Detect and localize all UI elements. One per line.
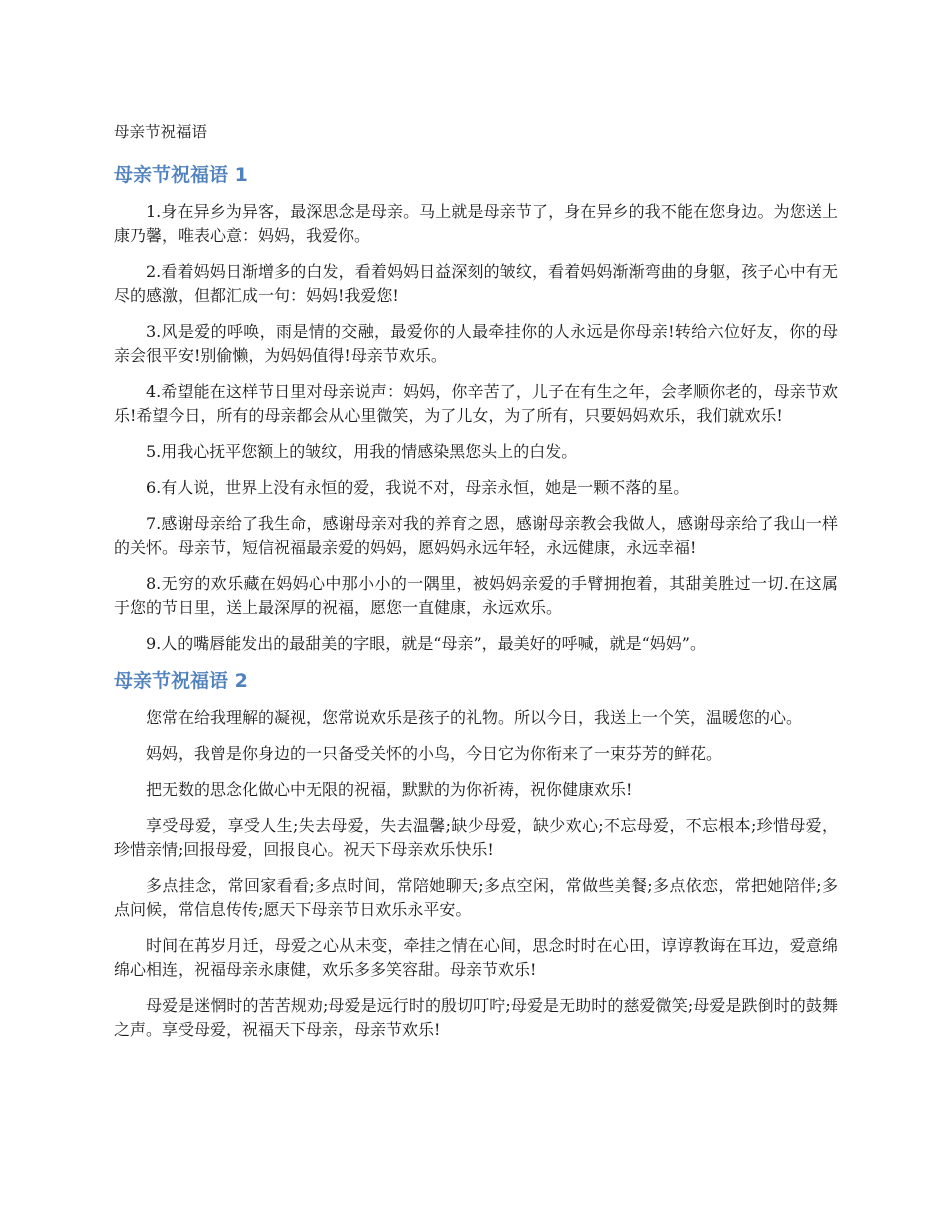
paragraph: 4.希望能在这样节日里对母亲说声：妈妈，你辛苦了，儿子在有生之年，会孝顺你老的，母亲节欢乐!希望今日，所有的母亲都会从心里微笑，为了儿女，为了所有，只要妈妈欢乐，我们就欢乐! <box>114 382 838 425</box>
paragraph: 1.身在异乡为异客，最深思念是母亲。马上就是母亲节了，身在异乡的我不能在您身边。为您送上康乃馨，唯表心意：妈妈，我爱你。 <box>114 202 838 245</box>
paragraph: 您常在给我理解的凝视，您常说欢乐是孩子的礼物。所以今日，我送上一个笑，温暖您的心。 <box>146 708 803 727</box>
paragraph: 享受母爱，享受人生;失去母爱，失去温馨;缺少母爱，缺少欢心;不忘母爱，不忘根本;珍惜母爱，珍惜亲情;回报母爱，回报良心。祝天下母亲欢乐快乐! <box>114 816 838 859</box>
paragraph: 5.用我心抚平您额上的皱纹，用我的情感染黑您头上的白发。 <box>146 442 578 461</box>
document-title: 母亲节祝福语 <box>114 123 208 141</box>
paragraph: 7.感谢母亲给了我生命，感谢母亲对我的养育之恩，感谢母亲教会我做人，感谢母亲给了我山一样的关怀。母亲节，短信祝福最亲爱的妈妈，愿妈妈永远年轻，永远健康，永远幸福! <box>114 514 838 557</box>
paragraph: 8.无穷的欢乐藏在妈妈心中那小小的一隅里，被妈妈亲爱的手臂拥抱着，其甜美胜过一切.在这属于您的节日里，送上最深厚的祝福，愿您一直健康，永远欢乐。 <box>114 574 838 617</box>
paragraph: 母爱是迷惘时的苦苦规劝;母爱是远行时的殷切叮咛;母爱是无助时的慈爱微笑;母爱是跌倒时的鼓舞之声。享受母爱，祝福天下母亲，母亲节欢乐! <box>114 996 838 1039</box>
section-heading: 母亲节祝福语 2 <box>114 670 248 692</box>
section-2 <box>114 668 838 1042</box>
paragraph: 多点挂念，常回家看看;多点时间，常陪她聊天;多点空闲，常做些美餐;多点依恋，常把她陪伴;多点问候，常信息传传;愿天下母亲节日欢乐永平安。 <box>114 876 838 919</box>
paragraph: 妈妈，我曾是你身边的一只备受关怀的小鸟，今日它为你衔来了一束芬芳的鲜花。 <box>146 744 723 763</box>
paragraph: 6.有人说，世界上没有永恒的爱，我说不对，母亲永恒，她是一颗不落的星。 <box>146 478 690 497</box>
document-page <box>114 122 838 1054</box>
paragraph: 把无数的思念化做心中无限的祝福，默默的为你祈祷，祝你健康欢乐! <box>146 780 633 799</box>
paragraph: 时间在苒岁月迁，母爱之心从未变，牵挂之情在心间，思念时时在心田，谆谆教诲在耳边，爱意绵绵心相连，祝福母亲永康健，欢乐多多笑容甜。母亲节欢乐! <box>114 936 838 979</box>
paragraph: 2.看着妈妈日渐增多的白发，看着妈妈日益深刻的皱纹，看着妈妈渐渐弯曲的身躯，孩子心中有无尽的感激，但都汇成一句：妈妈!我爱您! <box>114 262 838 305</box>
section-heading: 母亲节祝福语 1 <box>114 164 248 186</box>
section-1 <box>114 162 838 656</box>
paragraph: 9.人的嘴唇能发出的最甜美的字眼，就是“母亲”，最美好的呼喊，就是“妈妈”。 <box>146 634 706 653</box>
paragraph: 3.风是爱的呼唤，雨是情的交融，最爱你的人最牵挂你的人永远是你母亲!转给六位好友，你的母亲会很平安!别偷懒，为妈妈值得!母亲节欢乐。 <box>114 322 838 365</box>
